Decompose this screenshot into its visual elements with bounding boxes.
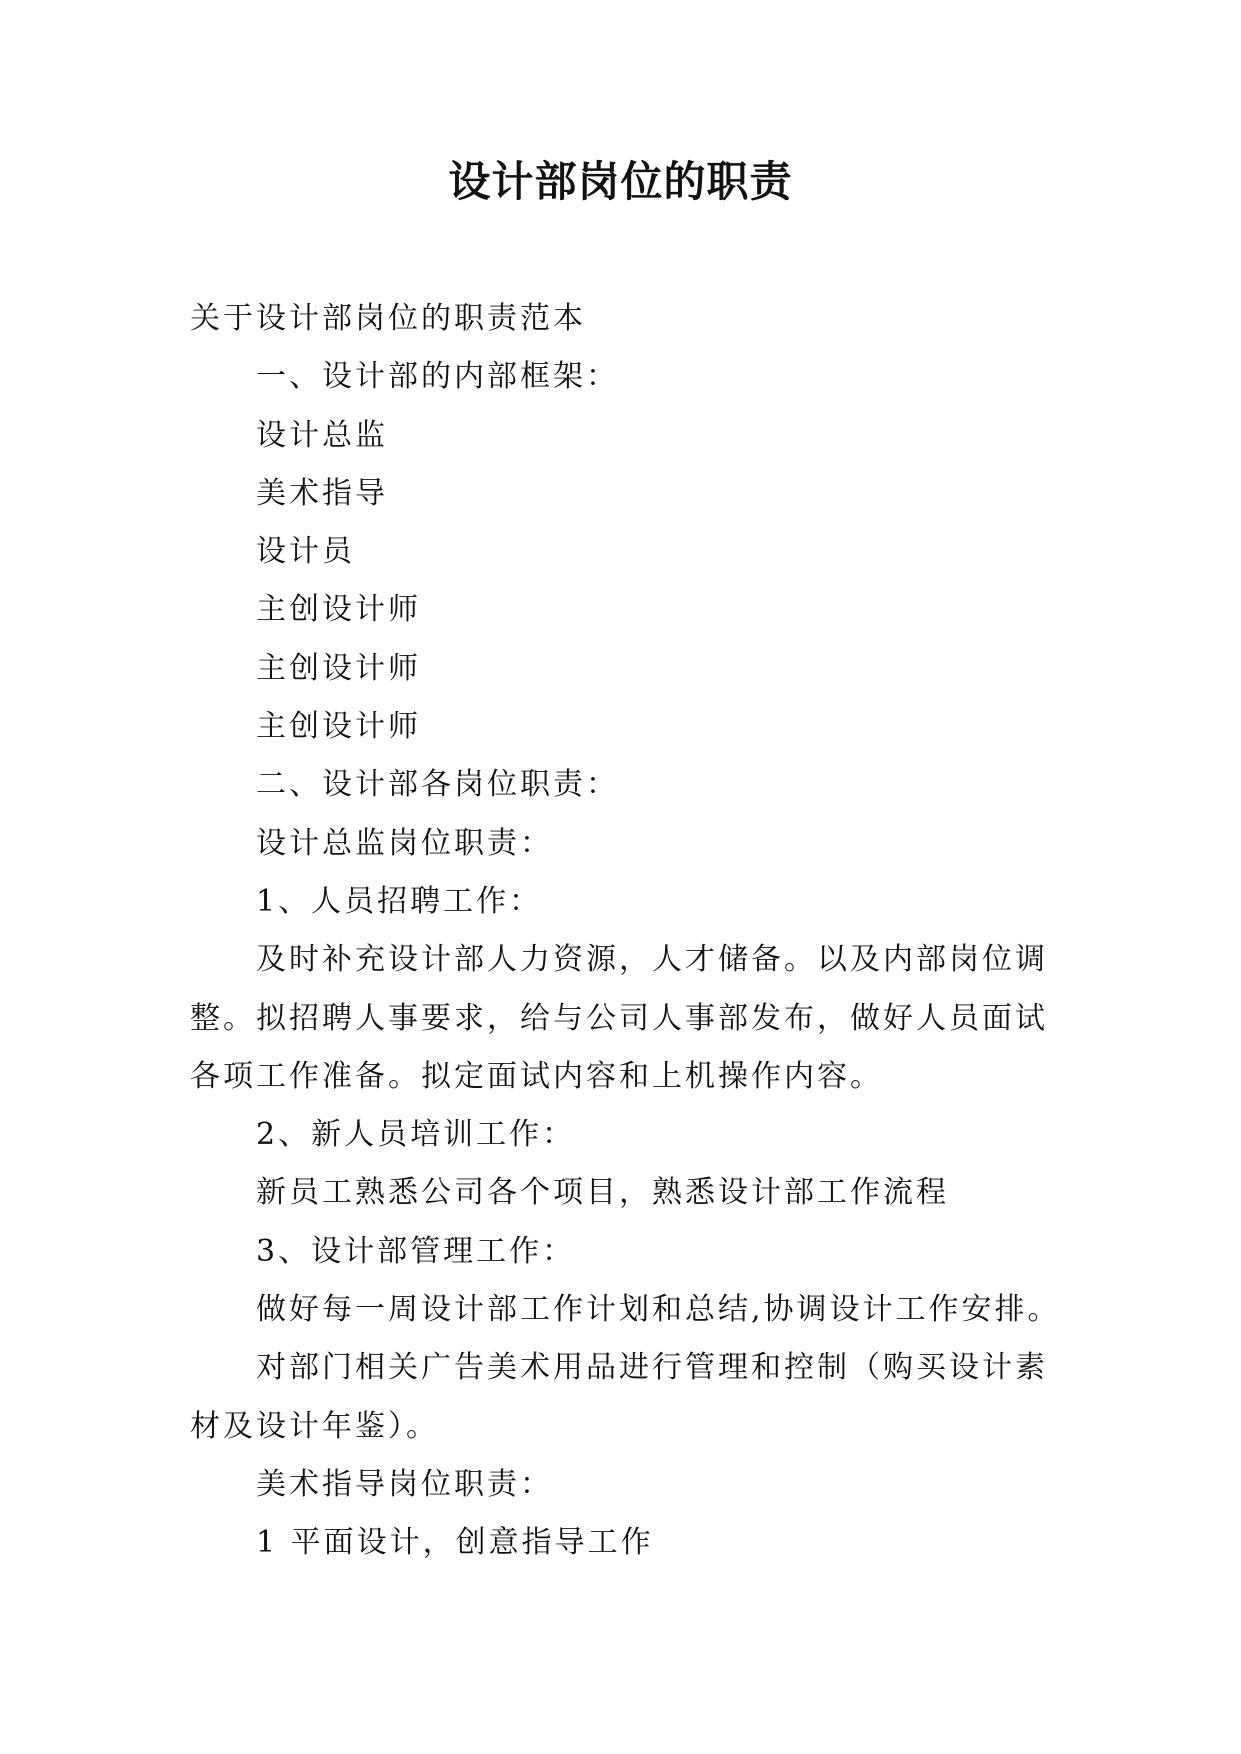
paragraph-line: 设计总监岗位职责： bbox=[256, 825, 553, 861]
paragraph-line: 主创设计师 bbox=[256, 650, 421, 686]
paragraph-line: 做好每一周设计部工作计划和总结,协调设计工作安排。 bbox=[256, 1292, 1061, 1328]
paragraph-line: 关于设计部岗位的职责范本 bbox=[190, 301, 586, 336]
paragraph-line: 1、人员招聘工作： bbox=[256, 883, 543, 919]
paragraph-line: 主创设计师 bbox=[256, 709, 421, 745]
paragraph-line: 1 平面设计，创意指导工作 bbox=[256, 1525, 654, 1561]
paragraph-line: 整。拟招聘人事要求，给与公司人事部发布，做好人员面试 bbox=[190, 1000, 1048, 1036]
paragraph-line: 设计总监 bbox=[256, 417, 388, 453]
paragraph-line: 对部门相关广告美术用品进行管理和控制（购买设计素 bbox=[256, 1350, 1048, 1386]
paragraph-line: 3、设计部管理工作： bbox=[256, 1233, 576, 1269]
paragraph-line: 2、新人员培训工作： bbox=[256, 1117, 576, 1153]
paragraph-line: 各项工作准备。拟定面试内容和上机操作内容。 bbox=[190, 1058, 883, 1094]
paragraph-line: 新员工熟悉公司各个项目，熟悉设计部工作流程 bbox=[256, 1175, 949, 1211]
paragraph-line: 美术指导 bbox=[256, 475, 388, 511]
paragraph-line: 主创设计师 bbox=[256, 592, 421, 628]
paragraph-line: 美术指导岗位职责： bbox=[256, 1466, 553, 1502]
paragraph-line: 二、设计部各岗位职责： bbox=[256, 767, 619, 803]
document-body bbox=[190, 290, 1061, 1573]
document-title: 设计部岗位的职责 bbox=[448, 157, 793, 206]
paragraph-line: 材及设计年鉴）。 bbox=[190, 1408, 439, 1444]
paragraph-line: 及时补充设计部人力资源，人才储备。以及内部岗位调 bbox=[256, 942, 1048, 978]
paragraph-line: 一、设计部的内部框架： bbox=[256, 359, 619, 395]
paragraph-line: 设计员 bbox=[256, 534, 355, 570]
